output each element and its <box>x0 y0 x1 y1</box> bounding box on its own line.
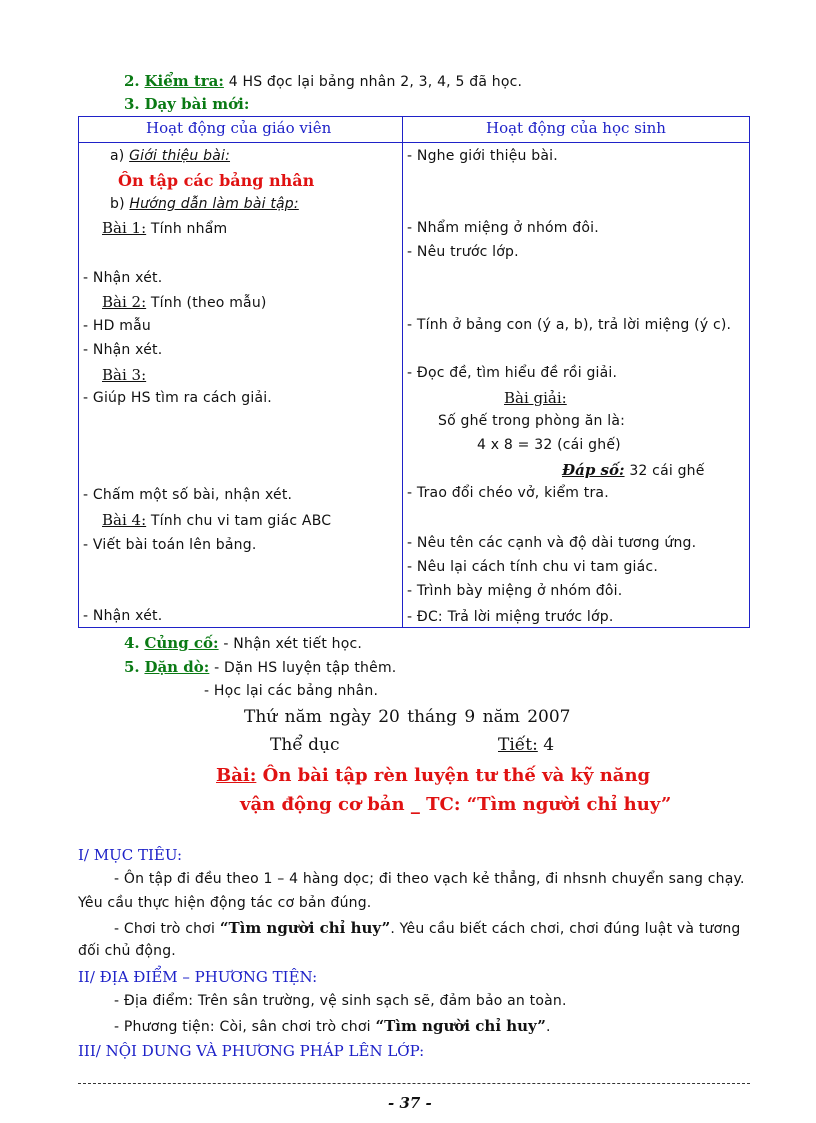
student-doc: - Đọc đề, tìm hiểu đề rồi giải. <box>407 365 618 381</box>
section-4-line <box>124 634 362 652</box>
teacher-cham-bai: - Chấm một số bài, nhận xét. <box>83 487 293 503</box>
table-header-divider <box>78 142 750 143</box>
bai4-label: Bài 4: <box>102 511 147 529</box>
muc-tieu-2 <box>114 919 741 937</box>
teacher-hd-mau: - HD mẫu <box>83 318 151 334</box>
bai1-text: Tính nhẩm <box>150 221 228 237</box>
student-trinh-bay: - Trình bày miệng ở nhóm đôi. <box>407 583 623 599</box>
bai2-text: Tính (theo mẫu) <box>150 295 267 311</box>
student-nham: - Nhẩm miệng ở nhóm đôi. <box>407 220 599 236</box>
noi-dung-heading: III/ NỘI DUNG VÀ PHƯƠNG PHÁP LÊN LỚP: <box>78 1042 425 1060</box>
bai-label: Bài: <box>216 765 257 786</box>
section-5-text-2: - Học lại các bảng nhân. <box>204 683 379 699</box>
student-tinh: - Tính ở bảng con (ý a, b), trả lời miệng (ý c). <box>407 317 732 333</box>
muc-tieu-1b: Yêu cầu thực hiện động tác cơ bản đúng. <box>78 895 372 911</box>
section-2-label: Kiểm tra: <box>144 72 224 90</box>
section-3-number: 3. <box>124 95 140 113</box>
section-5-text-1: - Dặn HS luyện tập thêm. <box>214 660 397 676</box>
lesson-subject: Thể dục <box>270 735 340 755</box>
teacher-nhan-xet-1: - Nhận xét. <box>83 270 163 286</box>
section-4-label: Củng cố: <box>144 634 219 652</box>
bai1-label: Bài 1: <box>102 219 147 237</box>
dc-text: Trả lời miệng trước lớp. <box>447 609 614 625</box>
bai4-text: Tính chu vi tam giác ABC <box>150 513 332 529</box>
dia-diem-1: - Địa điểm: Trên sân trường, vệ sinh sạch sẽ, đảm bảo an toàn. <box>114 993 567 1009</box>
section-3-line <box>124 95 249 113</box>
section-2-number: 2. <box>124 72 140 90</box>
section-5-number: 5. <box>124 658 140 676</box>
section-4-number: 4. <box>124 634 140 652</box>
dia-diem-2 <box>114 1017 551 1035</box>
dd2-post: . <box>545 1019 551 1035</box>
section-5-label: Dặn dò: <box>144 658 210 676</box>
student-nghe: - Nghe giới thiệu bài. <box>407 148 558 164</box>
bai3-label: Bài 3: <box>102 366 147 384</box>
lesson-date: Thứ năm ngày 20 tháng 9 năm 2007 <box>244 707 571 727</box>
mt2-post: . Yêu cầu biết cách chơi, chơi đúng luật và tương <box>390 921 741 937</box>
muc-tieu-1: - Ôn tập đi đều theo 1 – 4 hàng dọc; đi theo vạch kẻ thẳng, đi nhsnh chuyển sang chạy. <box>114 871 745 887</box>
dia-diem-heading: II/ ĐỊA ĐIỂM – PHƯƠNG TIỆN: <box>78 968 318 986</box>
intro-prefix: a) <box>110 148 125 164</box>
page-number: - 37 - <box>388 1094 432 1112</box>
bai1-line <box>102 219 227 237</box>
teacher-intro <box>110 148 230 164</box>
bai2-line <box>102 293 267 311</box>
guide-prefix: b) <box>110 196 125 212</box>
student-trao-doi: - Trao đổi chéo vở, kiểm tra. <box>407 485 609 501</box>
mt2-game: “Tìm người chỉ huy” <box>219 919 391 937</box>
table-column-divider <box>402 116 403 628</box>
dd2-game: “Tìm người chỉ huy” <box>375 1017 546 1035</box>
header-student: Hoạt động của học sinh <box>486 119 666 137</box>
teacher-nhan-xet-3: - Nhận xét. <box>83 608 163 624</box>
bai4-line <box>102 511 331 529</box>
student-bai-giai: Bài giải: <box>504 389 567 407</box>
muc-tieu-heading: I/ MỤC TIÊU: <box>78 846 183 864</box>
mt2-pre: - Chơi trò chơi <box>114 921 216 937</box>
guide-text: Hướng dẫn làm bài tập: <box>129 196 299 212</box>
student-phep-tinh: 4 x 8 = 32 (cái ghế) <box>477 437 621 453</box>
student-neu: - Nêu trước lớp. <box>407 244 519 260</box>
period-value: 4 <box>543 735 555 755</box>
dap-so-value: 32 cái ghế <box>629 463 705 479</box>
teacher-viet-bai: - Viết bài toán lên bảng. <box>83 537 257 553</box>
section-3-label: Dạy bài mới: <box>144 95 250 113</box>
dap-so-label: Đáp số: <box>562 461 625 479</box>
lesson-period <box>498 735 554 755</box>
student-dap-so <box>562 461 705 479</box>
dd2-pre: - Phương tiện: Còi, sân chơi trò chơi <box>114 1019 371 1035</box>
section-2-text: 4 HS đọc lại bảng nhân 2, 3, 4, 5 đã học. <box>228 74 523 90</box>
dc-label: - ĐC: <box>407 609 443 625</box>
student-dc <box>407 607 613 625</box>
footer-divider <box>78 1083 750 1084</box>
review-title: Ôn tập các bảng nhân <box>118 171 315 190</box>
teacher-nhan-xet-2: - Nhận xét. <box>83 342 163 358</box>
lesson-title-line-1 <box>216 765 650 786</box>
teacher-bai3-help: - Giúp HS tìm ra cách giải. <box>83 390 272 406</box>
student-neu-ten: - Nêu tên các cạnh và độ dài tương ứng. <box>407 535 697 551</box>
muc-tieu-2b: đối chủ động. <box>78 943 176 959</box>
section-4-text: - Nhận xét tiết học. <box>223 636 363 652</box>
student-so-ghe: Số ghế trong phòng ăn là: <box>438 413 626 429</box>
teacher-guide <box>110 196 299 212</box>
header-teacher: Hoạt động của giáo viên <box>146 119 332 137</box>
lesson-title-2: vận động cơ bản _ TC: “Tìm người chỉ huy” <box>240 794 672 815</box>
section-5-line <box>124 658 396 676</box>
bai2-label: Bài 2: <box>102 293 147 311</box>
lesson-title-1: Ôn bài tập rèn luyện tư thế và kỹ năng <box>262 765 651 786</box>
section-2-line <box>124 72 522 90</box>
intro-text: Giới thiệu bài: <box>129 148 231 164</box>
student-neu-lai: - Nêu lại cách tính chu vi tam giác. <box>407 559 658 575</box>
period-label: Tiết: <box>498 735 538 755</box>
